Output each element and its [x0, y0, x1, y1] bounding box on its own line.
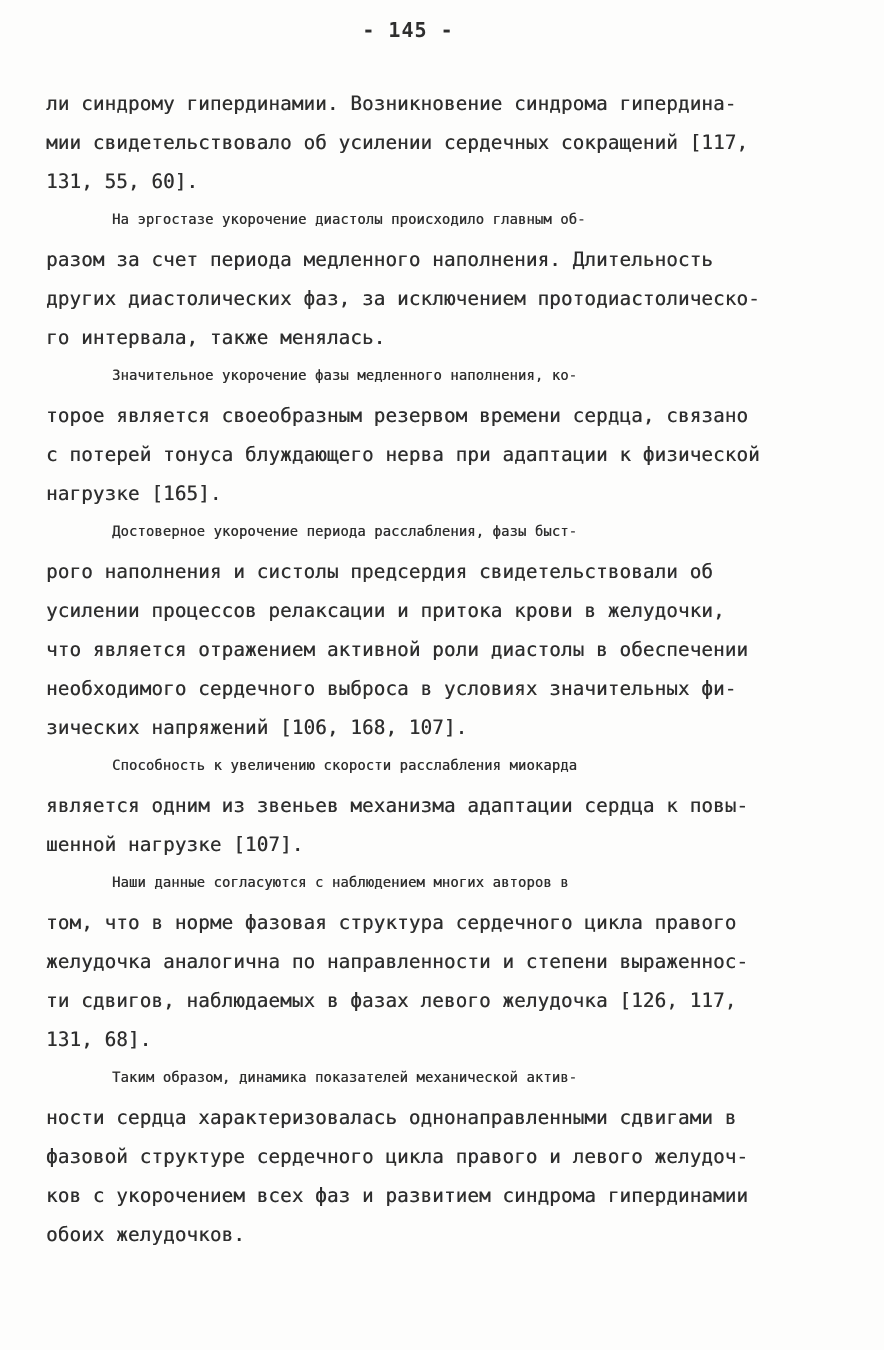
text-line: что является отражением активной роли диастолы в обеспечении [46, 638, 749, 661]
text-line: ков с укорочением всех фаз и развитием синдрома гипердинамии [46, 1184, 749, 1207]
text-line: ти сдвигов, наблюдаемых в фазах левого желудочка [126, 117, [46, 989, 737, 1012]
text-line: го интервала, также менялась. [46, 326, 386, 349]
text-line: с потерей тонуса блуждающего нерва при адаптации к физической [46, 443, 760, 466]
text-line: 131, 55, 60]. [46, 170, 199, 193]
text-line: желудочка аналогична по направленности и степени выраженнос- [46, 950, 749, 973]
text-line: Достоверное укорочение периода расслабления, фазы быст- [112, 524, 578, 540]
text-line: зических напряжений [106, 168, 107]. [46, 716, 468, 739]
text-line: разом за счет периода медленного наполнения. Длительность [46, 248, 714, 271]
text-line: других диастолических фаз, за исключением протодиастолическо- [46, 287, 760, 310]
text-line: На эргостазе укорочение диастолы происходило главным об- [112, 212, 586, 228]
text-line: фазовой структуре сердечного цикла правого и левого желудоч- [46, 1145, 749, 1168]
text-line: Значительное укорочение фазы медленного наполнения, ко- [112, 368, 578, 384]
text-line: обоих желудочков. [46, 1223, 245, 1246]
text-line: ли синдрому гипердинамии. Возникновение синдрома гипердина- [46, 92, 737, 115]
text-line: необходимого сердечного выброса в условиях значительных фи- [46, 677, 737, 700]
text-line: мии свидетельствовало об усилении сердечных сокращений [117, [46, 131, 749, 154]
text-line: 131, 68]. [46, 1028, 152, 1051]
page-number: - 145 - [362, 18, 454, 42]
text-line: Способность к увеличению скорости расслабления миокарда [112, 758, 578, 774]
text-body [46, 84, 846, 1254]
text-line: нагрузке [165]. [46, 482, 222, 505]
text-line: том, что в норме фазовая структура сердечного цикла правого [46, 911, 737, 934]
text-line: ности сердца характеризовалась однонаправленными сдвигами в [46, 1106, 737, 1129]
text-line: рого наполнения и систолы предсердия свидетельствовали об [46, 560, 714, 583]
text-line: торое является своеобразным резервом времени сердца, связано [46, 404, 749, 427]
text-line: является одним из звеньев механизма адаптации сердца к повы- [46, 794, 749, 817]
text-line: усилении процессов релаксации и притока крови в желудочки, [46, 599, 725, 622]
text-line: Таким образом, динамика показателей механической актив- [112, 1070, 578, 1086]
text-line: Наши данные согласуются с наблюдением многих авторов в [112, 875, 569, 891]
text-line: шенной нагрузке [107]. [46, 833, 304, 856]
